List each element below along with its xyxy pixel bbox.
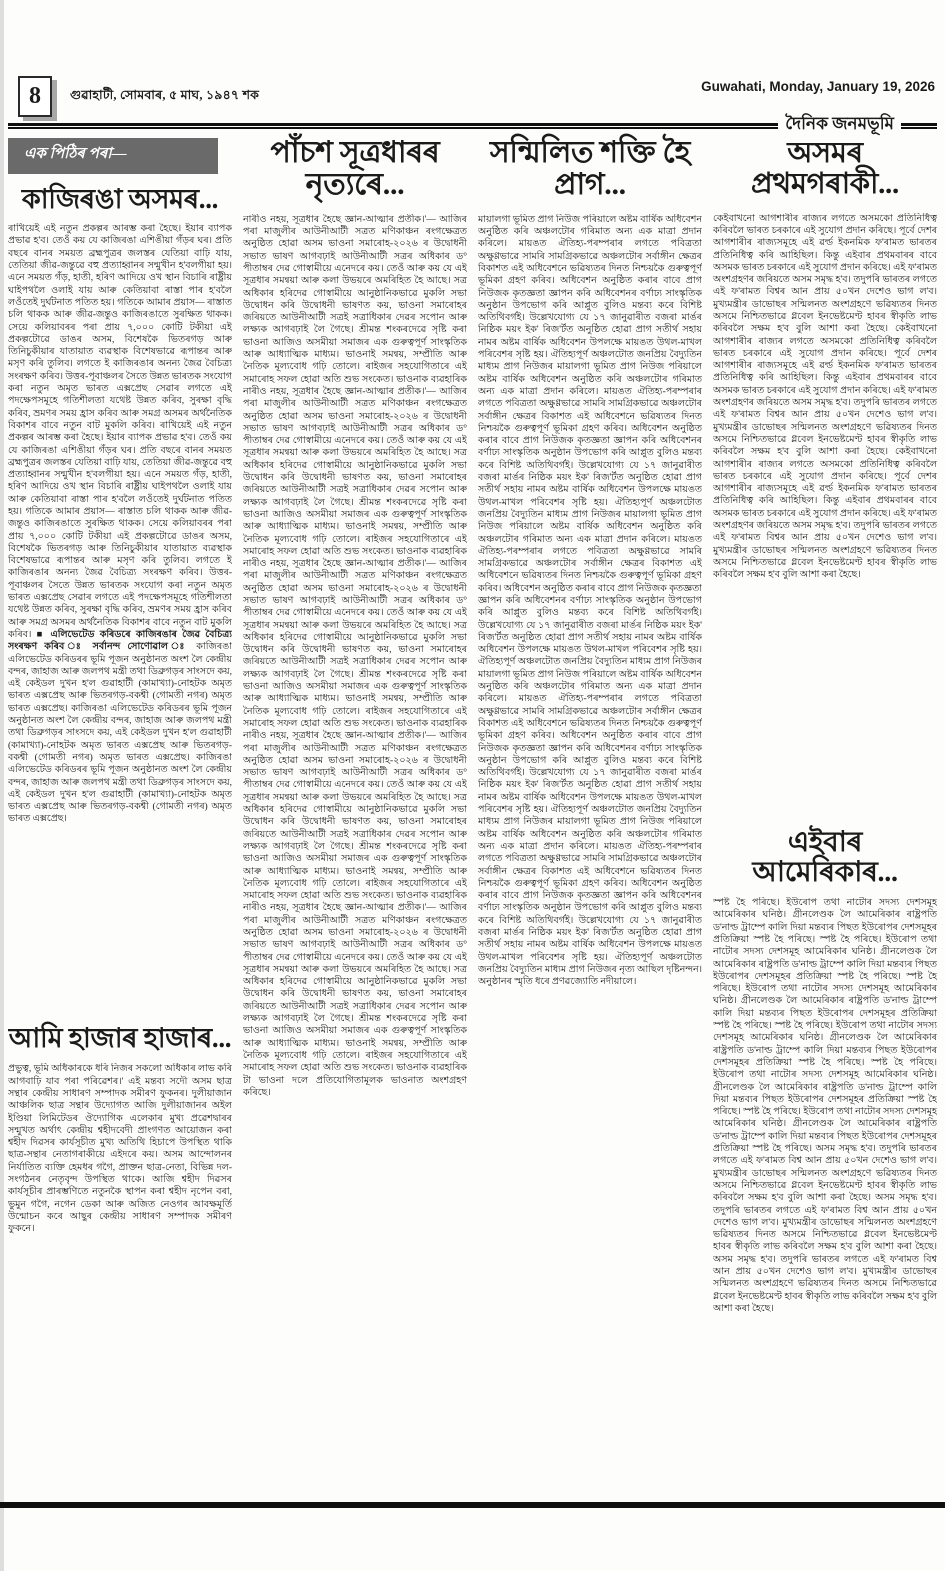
article-kaziranga-text-2: কাজিৰঙা এলিভেটেড কৰিডৰৰ ভূমি পূজন অনুষ্ঠানত অংশ লৈ কেন্দ্ৰীয় বন্দৰ, জাহাজ আৰু জলপথ মন্ত্ৰী তথা ডিব্ৰুগড়ৰ সাংসদে কয়, এই কেইডল দুখন হ'ল গুৱাহাটী (কামাখ্যা)-নোহটক অমৃত ভাৰত এক্সপ্ৰেছ আৰু ভিতৰগড়-বকশ্বী (গোমতী নগৰ) অমৃত ভাৰত এক্সপ্ৰেছ। কাজিৰঙা এলিভেটেড কৰিডৰৰ ভূমি পূজন অনুষ্ঠানত অংশ লৈ কেন্দ্ৰীয় বন্দৰ, জাহাজ আৰু জলপথ মন্ত্ৰী তথা ডিব্ৰুগড়ৰ সাংসদে কয়, এই কেইডল দুখন হ'ল গুৱাহাটী (কামাখ্যা)-নোহটক অমৃত ভাৰত এক্সপ্ৰেছ আৰু ভিতৰগড়-বকশ্বী (গোমতী নগৰ) অমৃত ভাৰত এক্সপ্ৰেছ। কাজিৰঙা এলিভেটেড কৰিডৰৰ ভূমি পূজন অনুষ্ঠানত অংশ লৈ কেন্দ্ৰীয় বন্দৰ, জাহাজ আৰু জলপথ মন্ত্ৰী তথা ডিব্ৰুগড়ৰ সাংসদে কয়, এই কেইডল দুখন হ'ল গুৱাহাটী (কামাখ্যা)-নোহটক অমৃত ভাৰত এক্সপ্ৰেছ আৰু ভিতৰগড়-বকশ্বী (গোমতী নগৰ) অমৃত ভাৰত এক্সপ্ৰেছ। [8, 642, 232, 825]
articles-grid [8, 133, 937, 1502]
article-sutradhar-body [243, 214, 467, 1502]
article-sutradhar-ending: টা ভাওনা দলে প্ৰতিযোগিতামূলক ভাওনাত অংশগ্ৰহণ কৰিছে। [243, 1075, 467, 1098]
double-rule-right [901, 123, 937, 129]
article-america-text: স্পষ্ট হৈ পৰিছে। ইউৰোপ তথা নাটোৰ সদস্য দেশসমূহ আমেৰিকাৰ ঘনিষ্ঠ। গ্ৰীনলেণ্ডক লৈ আমেৰিকাৰ ৰাষ্ট্ৰপতি ড'নাল্ড ট্ৰাম্পে কালি দিয়া মন্তব্যৰ পিছত ইউৰোপৰ দেশসমূহৰ প্ৰতিক্ৰিয়া স্পষ্ট হৈ পৰিছে। স্পষ্ট হৈ পৰিছে। ইউৰোপ তথা নাটোৰ সদস্য দেশসমূহ আমেৰিকাৰ ঘনিষ্ঠ। গ্ৰীনলেণ্ডক লৈ আমেৰিকাৰ ৰাষ্ট্ৰপতি ড'নাল্ড ট্ৰাম্পে কালি দিয়া মন্তব্যৰ পিছত ইউৰোপৰ দেশসমূহৰ প্ৰতিক্ৰিয়া স্পষ্ট হৈ পৰিছে। স্পষ্ট হৈ পৰিছে। ইউৰোপ তথা নাটোৰ সদস্য দেশসমূহ আমেৰিকাৰ ঘনিষ্ঠ। গ্ৰীনলেণ্ডক লৈ আমেৰিকাৰ ৰাষ্ট্ৰপতি ড'নাল্ড ট্ৰাম্পে কালি দিয়া মন্তব্যৰ পিছত ইউৰোপৰ দেশসমূহৰ প্ৰতিক্ৰিয়া স্পষ্ট হৈ পৰিছে। স্পষ্ট হৈ পৰিছে। ইউৰোপ তথা নাটোৰ সদস্য দেশসমূহ আমেৰিকাৰ ঘনিষ্ঠ। গ্ৰীনলেণ্ডক লৈ আমেৰিকাৰ ৰাষ্ট্ৰপতি ড'নাল্ড ট্ৰাম্পে কালি দিয়া মন্তব্যৰ পিছত ইউৰোপৰ দেশসমূহৰ প্ৰতিক্ৰিয়া স্পষ্ট হৈ পৰিছে। স্পষ্ট হৈ পৰিছে। ইউৰোপ তথা নাটোৰ সদস্য দেশসমূহ আমেৰিকাৰ ঘনিষ্ঠ। গ্ৰীনলেণ্ডক লৈ আমেৰিকাৰ ৰাষ্ট্ৰপতি ড'নাল্ড ট্ৰাম্পে কালি দিয়া মন্তব্যৰ পিছত ইউৰোপৰ দেশসমূহৰ প্ৰতিক্ৰিয়া স্পষ্ট হৈ পৰিছে। স্পষ্ট হৈ পৰিছে। ইউৰোপ তথা নাটোৰ সদস্য দেশসমূহ আমেৰিকাৰ ঘনিষ্ঠ। গ্ৰীনলেণ্ডক লৈ আমেৰিকাৰ ৰাষ্ট্ৰপতি ড'নাল্ড ট্ৰাম্পে কালি দিয়া মন্তব্যৰ পিছত ইউৰোপৰ দেশসমূহৰ প্ৰতিক্ৰিয়া স্পষ্ট হৈ পৰিছে। [713, 898, 937, 1155]
article-prague-text: মায়ালগা ভূমিত প্ৰাগ নিউজ পৰিয়ালে অষ্টম বাৰ্ষিক অধিবেশন অনুষ্ঠিত কৰি অঞ্চলটোৰ গৰিমাত অন্য এক মাত্ৰা প্ৰদান কৰিলে। মায়ঙত ঐতিহ্য-পৰম্পৰাৰ লগতে পবিত্ৰতা অক্ষুণ্ণভাৱে সামৰি সামগ্ৰিকভাৱে অঞ্চলটোৰ সৰ্বাঙ্গীন ক্ষেত্ৰৰ বিকাশত এই অধিবেশনে ভৱিষ্যতৰ দিনত নিশ্চয়কৈ গুৰুত্বপূৰ্ণ ভূমিকা গ্ৰহণ কৰিব। অধিবেশন অনুষ্ঠিত কৰাৰ বাবে প্ৰাগ নিউজক কৃতজ্ঞতা জ্ঞাপন কৰি অধিবেশনৰ বৰ্ণাঢ্য সাংস্কৃতিক অনুষ্ঠান উপভোগ কৰি আপ্লুত বুলিও মন্তব্য কৰে বিশিষ্ট অতিথিবৰ্গই। উল্লেখযোগ্য যে ১৭ জানুৱাৰীত বজৰা মাৰ্ঙৰ নিষ্ঠিক ময়ং ইক' ৰিজ'ৰ্টত অনুষ্ঠিত হোৱা প্ৰাগ সতীৰ্থ সহায় নামৰ অষ্টম বাৰ্ষিক অধিবেশন উপলক্ষে মায়ঙত উথল-মাখল পৰিবেশৰ সৃষ্টি হয়। ঐতিহ্যপূৰ্ণ অঞ্চলটোত জনপ্ৰিয় বৈদ্যুতিন মাধ্যম প্ৰাগ নিউজৰ মায়ালগা ভূমিত প্ৰাগ নিউজ পৰিয়ালে অষ্টম বাৰ্ষিক অধিবেশন অনুষ্ঠিত কৰি অঞ্চলটোৰ গৰিমাত অন্য এক মাত্ৰা প্ৰদান কৰিলে। মায়ঙত ঐতিহ্য-পৰম্পৰাৰ লগতে পবিত্ৰতা অক্ষুণ্ণভাৱে সামৰি সামগ্ৰিকভাৱে অঞ্চলটোৰ সৰ্বাঙ্গীন ক্ষেত্ৰৰ বিকাশত এই অধিবেশনে ভৱিষ্যতৰ দিনত নিশ্চয়কৈ গুৰুত্বপূৰ্ণ ভূমিকা গ্ৰহণ কৰিব। অধিবেশন অনুষ্ঠিত কৰাৰ বাবে প্ৰাগ নিউজক কৃতজ্ঞতা জ্ঞাপন কৰি অধিবেশনৰ বৰ্ণাঢ্য সাংস্কৃতিক অনুষ্ঠান উপভোগ কৰি আপ্লুত বুলিও মন্তব্য কৰে বিশিষ্ট অতিথিবৰ্গই। উল্লেখযোগ্য যে ১৭ জানুৱাৰীত বজৰা মাৰ্ঙৰ নিষ্ঠিক ময়ং ইক' ৰিজ'ৰ্টত অনুষ্ঠিত হোৱা প্ৰাগ সতীৰ্থ সহায় নামৰ অষ্টম বাৰ্ষিক অধিবেশন উপলক্ষে মায়ঙত উথল-মাখল পৰিবেশৰ সৃষ্টি হয়। ঐতিহ্যপূৰ্ণ অঞ্চলটোত জনপ্ৰিয় বৈদ্যুতিন মাধ্যম প্ৰাগ নিউজৰ মায়ালগা ভূমিত প্ৰাগ নিউজ পৰিয়ালে অষ্টম বাৰ্ষিক অধিবেশন অনুষ্ঠিত কৰি অঞ্চলটোৰ গৰিমাত অন্য এক মাত্ৰা প্ৰদান কৰিলে। মায়ঙত ঐতিহ্য-পৰম্পৰাৰ লগতে পবিত্ৰতা অক্ষুণ্ণভাৱে সামৰি সামগ্ৰিকভাৱে অঞ্চলটোৰ সৰ্বাঙ্গীন ক্ষেত্ৰৰ বিকাশত এই অধিবেশনে ভৱিষ্যতৰ দিনত নিশ্চয়কৈ গুৰুত্বপূৰ্ণ ভূমিকা গ্ৰহণ কৰিব। অধিবেশন অনুষ্ঠিত কৰাৰ বাবে প্ৰাগ নিউজক কৃতজ্ঞতা জ্ঞাপন কৰি অধিবেশনৰ বৰ্ণাঢ্য সাংস্কৃতিক অনুষ্ঠান উপভোগ কৰি আপ্লুত বুলিও মন্তব্য কৰে বিশিষ্ট অতিথিবৰ্গই। উল্লেখযোগ্য যে ১৭ জানুৱাৰীত বজৰা মাৰ্ঙৰ নিষ্ঠিক ময়ং ইক' ৰিজ'ৰ্টত অনুষ্ঠিত হোৱা প্ৰাগ সতীৰ্থ সহায় নামৰ অষ্টম বাৰ্ষিক অধিবেশন উপলক্ষে মায়ঙত উথল-মাখল পৰিবেশৰ সৃষ্টি হয়। ঐতিহ্যপূৰ্ণ অঞ্চলটোত জনপ্ৰিয় বৈদ্যুতিন মাধ্যম প্ৰাগ নিউজৰ মায়ালগা ভূমিত প্ৰাগ নিউজ পৰিয়ালে অষ্টম বাৰ্ষিক অধিবেশন অনুষ্ঠিত কৰি অঞ্চলটোৰ গৰিমাত অন্য এক মাত্ৰা প্ৰদান কৰিলে। মায়ঙত ঐতিহ্য-পৰম্পৰাৰ লগতে পবিত্ৰতা অক্ষুণ্ণভাৱে সামৰি সামগ্ৰিকভাৱে অঞ্চলটোৰ সৰ্বাঙ্গীন ক্ষেত্ৰৰ বিকাশত এই অধিবেশনে ভৱিষ্যতৰ দিনত নিশ্চয়কৈ গুৰুত্বপূৰ্ণ ভূমিকা গ্ৰহণ কৰিব। অধিবেশন অনুষ্ঠিত কৰাৰ বাবে প্ৰাগ নিউজক কৃতজ্ঞতা জ্ঞাপন কৰি অধিবেশনৰ বৰ্ণাঢ্য সাংস্কৃতিক অনুষ্ঠান উপভোগ কৰি আপ্লুত বুলিও মন্তব্য কৰে বিশিষ্ট অতিথিবৰ্গই। উল্লেখযোগ্য যে ১৭ জানুৱাৰীত বজৰা মাৰ্ঙৰ নিষ্ঠিক ময়ং ইক' ৰিজ'ৰ্টত অনুষ্ঠিত হোৱা প্ৰাগ সতীৰ্থ সহায় নামৰ অষ্টম বাৰ্ষিক অধিবেশন উপলক্ষে মায়ঙত উথল-মাখল পৰিবেশৰ সৃষ্টি হয়। ঐতিহ্যপূৰ্ণ অঞ্চলটোত জনপ্ৰিয় বৈদ্যুতিন মাধ্যম প্ৰাগ নিউজৰ মায়ালগা ভূমিত প্ৰাগ নিউজ পৰিয়ালে অষ্টম বাৰ্ষিক অধিবেশন অনুষ্ঠিত কৰি অঞ্চলটোৰ গৰিমাত অন্য এক মাত্ৰা প্ৰদান কৰিলে। মায়ঙত ঐতিহ্য-পৰম্পৰাৰ লগতে পবিত্ৰতা অক্ষুণ্ণভাৱে সামৰি সামগ্ৰিকভাৱে অঞ্চলটোৰ সৰ্বাঙ্গীন ক্ষেত্ৰৰ বিকাশত এই অধিবেশনে ভৱিষ্যতৰ দিনত নিশ্চয়কৈ গুৰুত্বপূৰ্ণ ভূমিকা গ্ৰহণ কৰিব। অধিবেশন অনুষ্ঠিত কৰাৰ বাবে প্ৰাগ নিউজক কৃতজ্ঞতা জ্ঞাপন কৰি অধিবেশনৰ বৰ্ণাঢ্য সাংস্কৃতিক অনুষ্ঠান উপভোগ কৰি আপ্লুত বুলিও মন্তব্য কৰে বিশিষ্ট অতিথিবৰ্গই। উল্লেখযোগ্য যে ১৭ জানুৱাৰীত বজৰা মাৰ্ঙৰ নিষ্ঠিক ময়ং ইক' ৰিজ'ৰ্টত অনুষ্ঠিত হোৱা প্ৰাগ সতীৰ্থ সহায় নামৰ অষ্টম বাৰ্ষিক অধিবেশন উপলক্ষে মায়ঙত উথল-মাখল পৰিবেশৰ সৃষ্টি হয়। ঐতিহ্যপূৰ্ণ অঞ্চলটোত জনপ্ৰিয় বৈদ্যুতিন মাধ্যম প্ৰাগ নিউজৰ [478, 214, 702, 975]
article-america-tail: অসম সমৃদ্ধ হ'ব। তদুপৰি ভাৰতৰ লগতে এই ফ'ৰামত বিশ্ব আন প্ৰায় ৫০খন দেশেও ভাগ ল'ব। মুখ্যমন্ত্ৰীৰ ডাভোছৰ সন্মিলনত অংশগ্ৰহণে ভৱিষ্যতৰ দিনত অসমে নিশ্চিতভাৱে গ্লবেল ইনভেষ্টমেণ্ট হাবৰ স্বীকৃতি লাভ কৰিবলৈ সক্ষম হ'ব বুলি আশা কৰা হৈছে। অসম সমৃদ্ধ হ'ব। তদুপৰি ভাৰতৰ লগতে এই ফ'ৰামত বিশ্ব আন প্ৰায় ৫০খন দেশেও ভাগ ল'ব। মুখ্যমন্ত্ৰীৰ ডাভোছৰ সন্মিলনত অংশগ্ৰহণে ভৱিষ্যতৰ দিনত অসমে নিশ্চিতভাৱে গ্লবেল ইনভেষ্টমেণ্ট হাবৰ স্বীকৃতি লাভ কৰিবলৈ সক্ষম হ'ব বুলি আশা কৰা হৈছে। অসম সমৃদ্ধ হ'ব। তদুপৰি ভাৰতৰ লগতে এই ফ'ৰামত বিশ্ব আন প্ৰায় ৫০খন দেশেও ভাগ ল'ব। মুখ্যমন্ত্ৰীৰ ডাভোছৰ সন্মিলনত অংশগ্ৰহণে ভৱিষ্যতৰ দিনত অসমে নিশ্চিতভাৱে গ্লবেল ইনভেষ্টমেণ্ট হাবৰ স্বীকৃতি লাভ কৰিবলৈ সক্ষম হ'ব বুলি আশা কৰা হৈছে। [713, 1144, 937, 1314]
column-2 [243, 133, 467, 1502]
article-sutradhar-text: নাৰীও নহয়, সূত্ৰধাৰ হৈছে জ্ঞান-আত্মাৰ প্ৰতীক।'— আজিৰ পৰা মাজুলীৰ আউনীআটী সত্ৰত মণিকাঞ্চন ৰংগক্ষেত্ৰত অনুষ্ঠিত হোৱা অসম ভাওনা সমাৰোহ-২০২৬ ৰ উদ্বোধনী সভাত ভাষণ আগবঢ়াই আউনীআটী সত্ৰৰ অধিকাৰ ড° পীতাম্বৰ দেৱ গোস্বামীয়ে এনেদৰে কয়। তেওঁ আৰু কয় যে এই সূত্ৰধাৰ সমন্বয়া আৰু কলা উভয়ৰে অমৰিহিত হৈ আছে। সত্ৰ অধিকাৰ হৰিদেৱ গোস্বামীয়ে আনুষ্ঠানিকভাৱে মুকলি সভা উদ্বোধন কৰি উদ্বোধনী ভাষণত কয়, ভাওনা সমাৰোহৰ জৰিয়তে আউনীআটী সত্ৰই সত্ৰাধিকাৰ দেৱৰ সপোন আৰু লক্ষ্যক আগবঢ়াই লৈ গৈছে। শ্ৰীমন্ত শংকৰদেৱে সৃষ্টি কৰা ভাওনা আজিও অসমীয়া সমাজৰ এক গুৰুত্বপূৰ্ণ সাংস্কৃতিক আৰু আধ্যাত্মিক মাধ্যম। ভাওনাই সমন্বয়, সম্প্ৰীতি আৰু নৈতিক মূল্যবোধ গঢ়ি তোলে। ৰাইজৰ সহযোগিতাৰে এই সমাৰোহ সফল হোৱা অতি শুভ সংকেত। ভাওনাক ব্যৱহাৰিক নাৰীও নহয়, সূত্ৰধাৰ হৈছে জ্ঞান-আত্মাৰ প্ৰতীক।'— আজিৰ পৰা মাজুলীৰ আউনীআটী সত্ৰত মণিকাঞ্চন ৰংগক্ষেত্ৰত অনুষ্ঠিত হোৱা অসম ভাওনা সমাৰোহ-২০২৬ ৰ উদ্বোধনী সভাত ভাষণ আগবঢ়াই আউনীআটী সত্ৰৰ অধিকাৰ ড° পীতাম্বৰ দেৱ গোস্বামীয়ে এনেদৰে কয়। তেওঁ আৰু কয় যে এই সূত্ৰধাৰ সমন্বয়া আৰু কলা উভয়ৰে অমৰিহিত হৈ আছে। সত্ৰ অধিকাৰ হৰিদেৱ গোস্বামীয়ে আনুষ্ঠানিকভাৱে মুকলি সভা উদ্বোধন কৰি উদ্বোধনী ভাষণত কয়, ভাওনা সমাৰোহৰ জৰিয়তে আউনীআটী সত্ৰই সত্ৰাধিকাৰ দেৱৰ সপোন আৰু লক্ষ্যক আগবঢ়াই লৈ গৈছে। শ্ৰীমন্ত শংকৰদেৱে সৃষ্টি কৰা ভাওনা আজিও অসমীয়া সমাজৰ এক গুৰুত্বপূৰ্ণ সাংস্কৃতিক আৰু আধ্যাত্মিক মাধ্যম। ভাওনাই সমন্বয়, সম্প্ৰীতি আৰু নৈতিক মূল্যবোধ গঢ়ি তোলে। ৰাইজৰ সহযোগিতাৰে এই সমাৰোহ সফল হোৱা অতি শুভ সংকেত। ভাওনাক ব্যৱহাৰিক নাৰীও নহয়, সূত্ৰধাৰ হৈছে জ্ঞান-আত্মাৰ প্ৰতীক।'— আজিৰ পৰা মাজুলীৰ আউনীআটী সত্ৰত মণিকাঞ্চন ৰংগক্ষেত্ৰত অনুষ্ঠিত হোৱা অসম ভাওনা সমাৰোহ-২০২৬ ৰ উদ্বোধনী সভাত ভাষণ আগবঢ়াই আউনীআটী সত্ৰৰ অধিকাৰ ড° পীতাম্বৰ দেৱ গোস্বামীয়ে এনেদৰে কয়। তেওঁ আৰু কয় যে এই সূত্ৰধাৰ সমন্বয়া আৰু কলা উভয়ৰে অমৰিহিত হৈ আছে। সত্ৰ অধিকাৰ হৰিদেৱ গোস্বামীয়ে আনুষ্ঠানিকভাৱে মুকলি সভা উদ্বোধন কৰি উদ্বোধনী ভাষণত কয়, ভাওনা সমাৰোহৰ জৰিয়তে আউনীআটী সত্ৰই সত্ৰাধিকাৰ দেৱৰ সপোন আৰু লক্ষ্যক আগবঢ়াই লৈ গৈছে। শ্ৰীমন্ত শংকৰদেৱে সৃষ্টি কৰা ভাওনা আজিও অসমীয়া সমাজৰ এক গুৰুত্বপূৰ্ণ সাংস্কৃতিক আৰু আধ্যাত্মিক মাধ্যম। ভাওনাই সমন্বয়, সম্প্ৰীতি আৰু নৈতিক মূল্যবোধ গঢ়ি তোলে। ৰাইজৰ সহযোগিতাৰে এই সমাৰোহ সফল হোৱা অতি শুভ সংকেত। ভাওনাক ব্যৱহাৰিক নাৰীও নহয়, সূত্ৰধাৰ হৈছে জ্ঞান-আত্মাৰ প্ৰতীক।'— আজিৰ পৰা মাজুলীৰ আউনীআটী সত্ৰত মণিকাঞ্চন ৰংগক্ষেত্ৰত অনুষ্ঠিত হোৱা অসম ভাওনা সমাৰোহ-২০২৬ ৰ উদ্বোধনী সভাত ভাষণ আগবঢ়াই আউনীআটী সত্ৰৰ অধিকাৰ ড° পীতাম্বৰ দেৱ গোস্বামীয়ে এনেদৰে কয়। তেওঁ আৰু কয় যে এই সূত্ৰধাৰ সমন্বয়া আৰু কলা উভয়ৰে অমৰিহিত হৈ আছে। সত্ৰ অধিকাৰ হৰিদেৱ গোস্বামীয়ে আনুষ্ঠানিকভাৱে মুকলি সভা উদ্বোধন কৰি উদ্বোধনী ভাষণত কয়, ভাওনা সমাৰোহৰ জৰিয়তে আউনীআটী সত্ৰই সত্ৰাধিকাৰ দেৱৰ সপোন আৰু লক্ষ্যক আগবঢ়াই লৈ গৈছে। শ্ৰীমন্ত শংকৰদেৱে সৃষ্টি কৰা ভাওনা আজিও অসমীয়া সমাজৰ এক গুৰুত্বপূৰ্ণ সাংস্কৃতিক আৰু আধ্যাত্মিক মাধ্যম। ভাওনাই সমন্বয়, সম্প্ৰীতি আৰু নৈতিক মূল্যবোধ গঢ়ি তোলে। ৰাইজৰ সহযোগিতাৰে এই সমাৰোহ সফল হোৱা অতি শুভ সংকেত। ভাওনাক ব্যৱহাৰিক নাৰীও নহয়, সূত্ৰধাৰ হৈছে জ্ঞান-আত্মাৰ প্ৰতীক।'— আজিৰ পৰা মাজুলীৰ আউনীআটী সত্ৰত মণিকাঞ্চন ৰংগক্ষেত্ৰত অনুষ্ঠিত হোৱা অসম ভাওনা সমাৰোহ-২০২৬ ৰ উদ্বোধনী সভাত ভাষণ আগবঢ়াই আউনীআটী সত্ৰৰ অধিকাৰ ড° পীতাম্বৰ দেৱ গোস্বামীয়ে এনেদৰে কয়। তেওঁ আৰু কয় যে এই সূত্ৰধাৰ সমন্বয়া আৰু কলা উভয়ৰে অমৰিহিত হৈ আছে। সত্ৰ অধিকাৰ হৰিদেৱ গোস্বামীয়ে আনুষ্ঠানিকভাৱে মুকলি সভা উদ্বোধন কৰি উদ্বোধনী ভাষণত কয়, ভাওনা সমাৰোহৰ জৰিয়তে আউনীআটী সত্ৰই সত্ৰাধিকাৰ দেৱৰ সপোন আৰু লক্ষ্যক আগবঢ়াই লৈ গৈছে। শ্ৰীমন্ত শংকৰদেৱে সৃষ্টি কৰা ভাওনা আজিও অসমীয়া সমাজৰ এক গুৰুত্বপূৰ্ণ সাংস্কৃতিক আৰু আধ্যাত্মিক মাধ্যম। ভাওনাই সমন্বয়, সম্প্ৰীতি আৰু নৈতিক মূল্যবোধ গঢ়ি তোলে। ৰাইজৰ সহযোগিতাৰে এই সমাৰোহ সফল হোৱা অতি শুভ সংকেত। ভাওনাক ব্যৱহাৰিক [243, 214, 467, 1074]
page-scan-edge [0, 0, 4, 1571]
article-firstassam-text: কেইবাখনো আগশাৰীৰ ৰাজ্যৰ লগতে অসমকো প্ৰতিনিধিত্ব কৰিবলৈ ভাৰত চৰকাৰে এই সুযোগ প্ৰদান কৰিছে। পূৰ্বে দেশৰ আগশাৰীৰ ৰাজ্যসমূহে এই ৱৰ্ল্ড ইকনমিক ফ'ৰামত ভাৰতৰ প্ৰতিনিধিত্ব কৰি আহিছিল। কিন্তু এইবাৰ প্ৰথমবাৰৰ বাবে অসমক ভাৰত চৰকাৰে এই সুযোগ প্ৰদান কৰিছে। এই ফ'ৰামত অংশগ্ৰহণৰ জৰিয়তে অসম সমৃদ্ধ হ'ব। তদুপৰি ভাৰতৰ লগতে এই ফ'ৰামত বিশ্বৰ আন প্ৰায় ৫০খন দেশেও ভাগ ল'ব। মুখ্যমন্ত্ৰীৰ ডাভোছৰ সন্মিলনত অংশগ্ৰহণে ভৱিষ্যতৰ দিনত অসমে নিশ্চিতভাৱে গ্লবেল ইনভেষ্টমেণ্ট হাবৰ স্বীকৃতি লাভ কৰিবলৈ সক্ষম হ'ব বুলি আশা কৰা হৈছে। কেইবাখনো আগশাৰীৰ ৰাজ্যৰ লগতে অসমকো প্ৰতিনিধিত্ব কৰিবলৈ ভাৰত চৰকাৰে এই সুযোগ প্ৰদান কৰিছে। পূৰ্বে দেশৰ আগশাৰীৰ ৰাজ্যসমূহে এই ৱৰ্ল্ড ইকনমিক ফ'ৰামত ভাৰতৰ প্ৰতিনিধিত্ব কৰি আহিছিল। কিন্তু এইবাৰ প্ৰথমবাৰৰ বাবে অসমক ভাৰত চৰকাৰে এই সুযোগ প্ৰদান কৰিছে। এই ফ'ৰামত অংশগ্ৰহণৰ জৰিয়তে অসম সমৃদ্ধ হ'ব। তদুপৰি ভাৰতৰ লগতে এই ফ'ৰামত বিশ্বৰ আন প্ৰায় ৫০খন দেশেও ভাগ ল'ব। মুখ্যমন্ত্ৰীৰ ডাভোছৰ সন্মিলনত অংশগ্ৰহণে ভৱিষ্যতৰ দিনত অসমে নিশ্চিতভাৱে গ্লবেল ইনভেষ্টমেণ্ট হাবৰ স্বীকৃতি লাভ কৰিবলৈ সক্ষম হ'ব বুলি আশা কৰা হৈছে। কেইবাখনো আগশাৰীৰ ৰাজ্যৰ লগতে অসমকো প্ৰতিনিধিত্ব কৰিবলৈ ভাৰত চৰকাৰে এই সুযোগ প্ৰদান কৰিছে। পূৰ্বে দেশৰ আগশাৰীৰ ৰাজ্যসমূহে এই ৱৰ্ল্ড ইকনমিক ফ'ৰামত ভাৰতৰ প্ৰতিনিধিত্ব কৰি আহিছিল। কিন্তু এইবাৰ প্ৰথমবাৰৰ বাবে অসমক ভাৰত চৰকাৰে এই সুযোগ প্ৰদান কৰিছে। এই ফ'ৰামত অংশগ্ৰহণৰ জৰিয়তে অসম সমৃদ্ধ হ'ব। তদুপৰি ভাৰতৰ লগতে এই ফ'ৰামত বিশ্বৰ আন প্ৰায় ৫০খন দেশেও ভাগ ল'ব। মুখ্যমন্ত্ৰীৰ ডাভোছৰ সন্মিলনত অংশগ্ৰহণে ভৱিষ্যতৰ দিনত অসমে নিশ্চিতভাৱে গ্লবেল ইনভেষ্টমেণ্ট হাবৰ স্বীকৃতি লাভ কৰিবলৈ সক্ষম হ'ব বুলি আশা কৰা হৈছে। [713, 213, 937, 581]
headline-sutradhar: পাঁচশ সূত্ৰধাৰৰ নৃত্যৰে... [270, 136, 440, 202]
column-1 [8, 133, 232, 1502]
masthead-title: দৈনিক জনমভূমি [785, 114, 894, 133]
article-thousands-text: প্ৰভুত্ব, ভূমি অধিকাৰকে ধৰি নিজৰ সকলো অধিকাৰ লাভ কৰি আগবাঢ়ি যাব পৰা পৰিৱেশৰ।' এই মন্তব্য সদৌ অসম ছাত্ৰ সন্থাৰ কেন্দ্ৰীয় সাধাৰণ সম্পাদক সমীৰণ ফুকনৰ। দুলীয়াজান আঞ্চলিক ছাত্ৰ সন্থাৰ উদ্যোগত আজি দুলীয়াজানৰ অইল ইণ্ডিয়া লিমিটেডৰ ঔদ্যোগিক এলেকাৰ মুখ্য প্ৰৱেশদ্বাৰৰ সন্মুখত অৰ্থাৎ কেন্দ্ৰীয় শ্বহীদবেদী প্ৰাংগণত আয়োজন কৰা শ্বহীদ দিৱসৰ কাৰ্যসূচীত মুখ্য অতিথি হিচাপে উপস্থিত থাকি ছাত্ৰ-সন্থাৰ নেতাগৰাকীয়ে এইদৰে কয়। অসম আন্দোলনৰ নিৰ্যাতিত ব্যক্তি হেমধৰ গগৈ, প্ৰাক্তন ছাত্ৰ-নেতা, বিভিন্ন দল-সংগঠনৰ নেতৃবৃন্দ উপস্থিত থাকে। [8, 1064, 232, 1185]
headline-kaziranga: কাজিৰঙা অসমৰ... [21, 184, 219, 214]
kicker-from-page-one: এক পিঠিৰ পৰা— [8, 138, 218, 174]
headline-firstassam: অসমৰ প্ৰথমগৰাকী... [751, 137, 899, 201]
page-number-box [18, 76, 52, 117]
article-prague-ending: নৃত্য আছিল দৃষ্টিনন্দন। অনুষ্ঠানৰ স্মৃতি ধৰে প্ৰণৱজ্যোতি নদীয়ালে। [478, 964, 702, 988]
column-4 [713, 133, 937, 1502]
bottom-page-rule [0, 1502, 945, 1508]
article-prague-body [478, 214, 702, 1502]
date-english: Guwahati, Monday, January 19, 2026 [701, 79, 935, 94]
headline-thousands: আমি হাজাৰ হাজাৰ... [8, 1023, 232, 1054]
article-kaziranga-body [8, 223, 232, 1011]
newspaper-page [8, 0, 937, 1571]
article-kaziranga-text: ৰাখিয়েই এই নতুন প্ৰকল্পৰ আৰম্ভ কৰা হৈছে। ইয়াৰ ব্যাপক প্ৰভাৱ হ'ব। তেওঁ কয় যে কাজিৰঙা এশিঙীয়া গঁড়ৰ ঘৰ। প্ৰতি বছৰে বানৰ সময়ত ব্ৰহ্মপুত্ৰৰ জলস্তৰ যেতিয়া বাঢ়ি যায়, তেতিয়া জীৱ-জন্তুৱে বহু প্ৰত্যাহ্বানৰ সন্মুখীন হ'বলগীয়া হয়। এনে সময়ত গঁড়, হাতী, হৰিণ আদিয়ে ওখ স্থান বিচাৰি ৰাষ্ট্ৰীয় ঘাইপথলৈ ওলাই যায় আৰু কেতিয়াবা ৰাস্তা পাৰ হ'বলৈ লওঁতেই দুৰ্ঘটনাত পতিত হয়। গতিকে আমাৰ প্ৰয়াস— ৰাস্তাত চলি থাকক আৰু জীৱ-জন্তুও কাজিৰঙাতে সুৰক্ষিত থাকক। সেয়ে কলিয়াবৰৰ পৰা প্ৰায় ৭,০০০ কোটি টকীয়া এই প্ৰকল্পটোৱে ডাঙৰ অসম, বিশেষকৈ ভিতৰগড় আৰু তিনিচুকীয়াৰ যাতায়াত ব্যৱস্থাক বিশেষভাৱে ৰূপান্তৰ আৰু মসৃণ কৰি তুলিব। লগতে ই কাজিৰঙাৰ অনন্য জৈৱ বৈচিত্ৰ্য সংৰক্ষণ কৰিব। উত্তৰ-পূবাঞ্চলৰ সৈতে উন্নত ভাৰতক সংযোগ কৰা নতুন অমৃত ভাৰত এক্সপ্ৰেছ সেৱাৰ লগতে এই পদক্ষেপসমূহে গতিশীলতা যথেষ্ট উন্নত কৰিব, সুৰক্ষা বৃদ্ধি কৰিব, ভ্ৰমণৰ সময় হ্ৰাস কৰিব আৰু সমগ্ৰ অসমৰ অৰ্থনৈতিক বিকাশৰ বাবে নতুন বাট মুকলি কৰিব। ৰাখিয়েই এই নতুন প্ৰকল্পৰ আৰম্ভ কৰা হৈছে। ইয়াৰ ব্যাপক প্ৰভাৱ হ'ব। তেওঁ কয় যে কাজিৰঙা এশিঙীয়া গঁড়ৰ ঘৰ। প্ৰতি বছৰে বানৰ সময়ত ব্ৰহ্মপুত্ৰৰ জলস্তৰ যেতিয়া বাঢ়ি যায়, তেতিয়া জীৱ-জন্তুৱে বহু প্ৰত্যাহ্বানৰ সন্মুখীন হ'বলগীয়া হয়। এনে সময়ত গঁড়, হাতী, হৰিণ আদিয়ে ওখ স্থান বিচাৰি ৰাষ্ট্ৰীয় ঘাইপথলৈ ওলাই যায় আৰু কেতিয়াবা ৰাস্তা পাৰ হ'বলৈ লওঁতেই দুৰ্ঘটনাত পতিত হয়। গতিকে আমাৰ প্ৰয়াস— ৰাস্তাত চলি থাকক আৰু জীৱ-জন্তুও কাজিৰঙাতে সুৰক্ষিত থাকক। সেয়ে কলিয়াবৰৰ পৰা প্ৰায় ৭,০০০ কোটি টকীয়া এই প্ৰকল্পটোৱে ডাঙৰ অসম, বিশেষকৈ ভিতৰগড় আৰু তিনিচুকীয়াৰ যাতায়াত ব্যৱস্থাক বিশেষভাৱে ৰূপান্তৰ আৰু মসৃণ কৰি তুলিব। লগতে ই কাজিৰঙাৰ অনন্য জৈৱ বৈচিত্ৰ্য সংৰক্ষণ কৰিব। উত্তৰ-পূবাঞ্চলৰ সৈতে উন্নত ভাৰতক সংযোগ কৰা নতুন অমৃত ভাৰত এক্সপ্ৰেছ সেৱাৰ লগতে এই পদক্ষেপসমূহে গতিশীলতা যথেষ্ট উন্নত কৰিব, সুৰক্ষা বৃদ্ধি কৰিব, ভ্ৰমণৰ সময় হ্ৰাস কৰিব আৰু সমগ্ৰ অসমৰ অৰ্থনৈতিক বিকাশৰ বাবে নতুন বাট মুকলি কৰিব। [8, 224, 232, 640]
article-thousands-ending: আজি শ্বহীদ দিৱসৰ কাৰ্যসূচীৰ প্ৰাৰম্ভণিতে নতুনকৈ স্থাপন কৰা শ্বহীদ নৃপেন বৰা, ভুমুন গগৈ, নগেন ডেকা আৰু অজিত নেওগৰ আবক্ষমূৰ্তি উন্মোচন কৰে আছুৰ কেন্দ্ৰীয় সাধাৰণ সম্পাদক সমীৰণ ফুকনে। [8, 1174, 232, 1235]
double-rule-left [8, 123, 778, 129]
article-america-body [713, 897, 937, 1502]
headline-prague: সন্মিলিত শক্তি হৈ প্ৰাগ... [489, 136, 691, 202]
article-firstassam-body [713, 213, 937, 814]
column-3 [478, 133, 702, 1502]
article-thousands-body [8, 1063, 232, 1502]
article-kaziranga-subhead: ■ এলিভেটেড কৰিডৰে কাজিৰঙাৰ জৈৱ বৈচিত্ৰ্য সংৰক্ষণ কৰিব ঃ সৰ্বানন্দ সোণোৱাল ঃ [8, 629, 232, 653]
page-number: 8 [29, 83, 41, 109]
date-assamese: গুৱাহাটী, সোমবাৰ, ৫ মাঘ, ১৯৪৭ শক [70, 88, 260, 102]
headline-america: এইবাৰ আমেৰিকাৰ... [752, 826, 898, 888]
